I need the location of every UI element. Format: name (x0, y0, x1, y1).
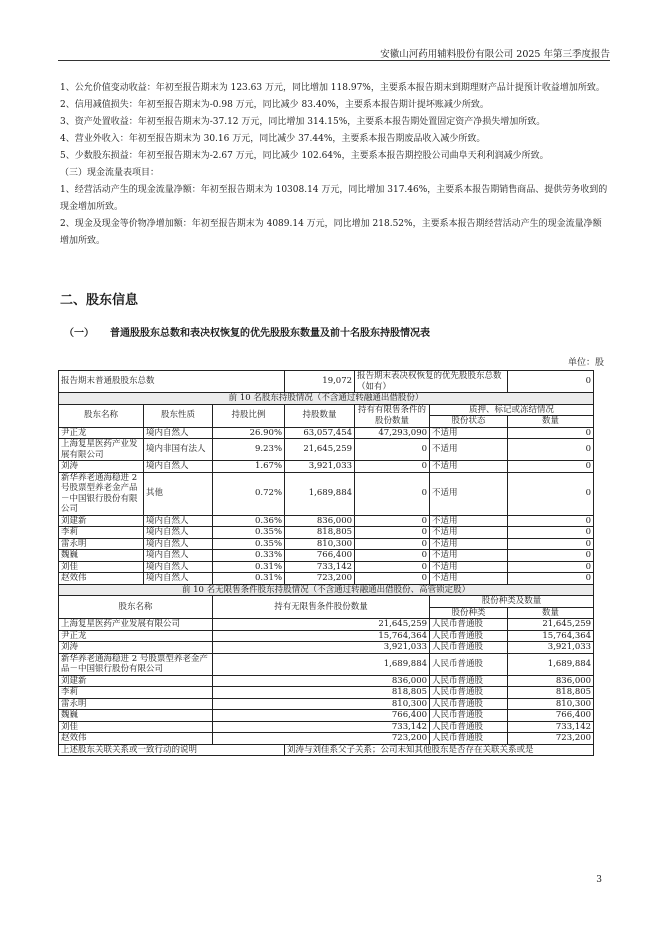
pledge-count: 0 (508, 538, 594, 550)
holding-qty: 836,000 (285, 515, 355, 527)
unrestricted-name: 新华养老通海稳进 2 号股票型养老金产品－中国银行股份有限公司 (59, 653, 213, 675)
shareholder-name: 雷永明 (59, 538, 144, 550)
relation-row (59, 744, 594, 756)
unrestricted-name: 上海复星医药产业发展有限公司 (59, 619, 213, 631)
share-kind: 人民币普通股 (430, 698, 508, 710)
top10-band: 前 10 名股东持股情况（不含通过转融通出借股份） (59, 393, 594, 405)
holding-ratio: 0.35% (213, 538, 285, 550)
restricted-qty: 0 (355, 472, 430, 515)
table-row (59, 439, 594, 461)
relation-text: 刘涛与刘佳系父子关系；公司未知其他股东是否存在关联关系或是 (285, 744, 594, 756)
share-kind: 人民币普通股 (430, 675, 508, 687)
shareholder-table (58, 370, 594, 756)
total-holders-value: 19,072 (285, 371, 355, 393)
table-row (59, 721, 594, 733)
restricted-qty: 0 (355, 527, 430, 539)
table-row (59, 687, 594, 699)
top10-header-row (59, 404, 594, 416)
pledge-count: 0 (508, 515, 594, 527)
table-row (59, 472, 594, 515)
shareholder-nature: 境内自然人 (144, 515, 213, 527)
shareholder-nature: 其他 (144, 472, 213, 515)
share-kind: 人民币普通股 (430, 721, 508, 733)
unrestricted-qty: 818,805 (213, 687, 430, 699)
share-kind: 人民币普通股 (430, 687, 508, 699)
holding-ratio: 26.90% (213, 427, 285, 439)
table-row (59, 698, 594, 710)
holding-qty: 818,805 (285, 527, 355, 539)
pledge-count: 0 (508, 427, 594, 439)
table-row (59, 642, 594, 654)
header-ratio: 持股比例 (213, 404, 285, 427)
shareholder-name: 刘涛 (59, 461, 144, 473)
u-header-group: 股份种类及数量 (430, 596, 594, 608)
paragraph-3: 3、资产处置收益：年初至报告期末为-37.12 万元，同比增加 314.15%，主要系本报告期处置固定资产净损失增加所致。 (60, 117, 546, 127)
holding-qty: 733,142 (285, 561, 355, 573)
pledge-count: 0 (508, 550, 594, 562)
unrestricted-qty: 3,921,033 (213, 642, 430, 654)
pledge-count: 0 (508, 472, 594, 515)
unrestricted-qty: 723,200 (213, 733, 430, 745)
share-count: 733,142 (508, 721, 594, 733)
paragraph-6: （三）现金流量表项目： (60, 168, 160, 178)
shareholder-name: 刘佳 (59, 561, 144, 573)
restricted-qty: 0 (355, 515, 430, 527)
pref-holders-label: 报告期末表决权恢复的优先股股东总数（如有） (355, 371, 508, 393)
shareholder-nature: 境内自然人 (144, 427, 213, 439)
header-name: 股东名称 (59, 404, 144, 427)
share-count: 15,764,364 (508, 630, 594, 642)
unrestricted-name: 刘涛 (59, 642, 213, 654)
unrestricted-name: 刘建新 (59, 675, 213, 687)
header-status: 股份状态 (430, 416, 508, 428)
share-count: 836,000 (508, 675, 594, 687)
holding-qty: 810,300 (285, 538, 355, 550)
table-row (59, 733, 594, 745)
pledge-status: 不适用 (430, 461, 508, 473)
u-header-kind: 股份种类 (430, 607, 508, 619)
unrestricted-name: 赵效伟 (59, 733, 213, 745)
shareholder-nature: 境内自然人 (144, 461, 213, 473)
unrestricted-qty: 15,764,364 (213, 630, 430, 642)
subsection-title (64, 324, 430, 339)
body-text (60, 80, 608, 250)
u-header-count: 数量 (508, 607, 594, 619)
holding-ratio: 0.36% (213, 515, 285, 527)
u-header-qty: 持有无限售条件股份数量 (213, 596, 430, 619)
holding-ratio: 0.31% (213, 573, 285, 585)
summary-row (59, 371, 594, 393)
holding-qty: 3,921,033 (285, 461, 355, 473)
header-pledge-group: 质押、标记或冻结情况 (430, 404, 594, 416)
pledge-status: 不适用 (430, 573, 508, 585)
shareholder-nature: 境内自然人 (144, 550, 213, 562)
holding-ratio: 0.72% (213, 472, 285, 515)
pref-holders-value: 0 (508, 371, 594, 393)
unrestricted-band: 前 10 名无限售条件股东持股情况（不含通过转融通出借股份、高管锁定股） (59, 584, 594, 596)
share-count: 21,645,259 (508, 619, 594, 631)
pledge-count: 0 (508, 527, 594, 539)
unrestricted-qty: 810,300 (213, 698, 430, 710)
header-count: 数量 (508, 416, 594, 428)
shareholder-nature: 境内自然人 (144, 527, 213, 539)
pledge-status: 不适用 (430, 472, 508, 515)
restricted-qty: 0 (355, 550, 430, 562)
pledge-status: 不适用 (430, 427, 508, 439)
table-row (59, 573, 594, 585)
share-count: 3,921,033 (508, 642, 594, 654)
pledge-status: 不适用 (430, 550, 508, 562)
paragraph-2: 2、信用减值损失：年初至报告期末为-0.98 万元，同比减少 83.40%，主要系本报告期计提坏账减少所致。 (60, 100, 489, 110)
table-row (59, 515, 594, 527)
table-row (59, 538, 594, 550)
shareholder-name: 赵效伟 (59, 573, 144, 585)
shareholder-name: 上海复星医药产业发展有限公司 (59, 439, 144, 461)
pledge-count: 0 (508, 573, 594, 585)
share-count: 810,300 (508, 698, 594, 710)
total-holders-label: 报告期末普通股股东总数 (59, 371, 285, 393)
holding-qty: 723,200 (285, 573, 355, 585)
page-number: 3 (596, 875, 602, 885)
pledge-status: 不适用 (430, 527, 508, 539)
unrestricted-qty: 733,142 (213, 721, 430, 733)
holding-ratio: 0.35% (213, 527, 285, 539)
share-kind: 人民币普通股 (430, 653, 508, 675)
table-row (59, 550, 594, 562)
holding-qty: 21,645,259 (285, 439, 355, 461)
table-row (59, 427, 594, 439)
top10-band-row (59, 393, 594, 405)
pledge-count: 0 (508, 461, 594, 473)
shareholder-name: 新华养老通海稳进 2 号股票型养老金产品－中国银行股份有限公司 (59, 472, 144, 515)
unrestricted-name: 雷永明 (59, 698, 213, 710)
pledge-status: 不适用 (430, 439, 508, 461)
restricted-qty: 0 (355, 561, 430, 573)
shareholder-name: 李莉 (59, 527, 144, 539)
unrestricted-band-row (59, 584, 594, 596)
table-row (59, 630, 594, 642)
shareholder-nature: 境内非国有法人 (144, 439, 213, 461)
restricted-qty: 47,293,090 (355, 427, 430, 439)
table-row (59, 675, 594, 687)
shareholder-nature: 境内自然人 (144, 573, 213, 585)
header-restricted: 持有有限售条件的股份数量 (355, 404, 430, 427)
header-qty: 持股数量 (285, 404, 355, 427)
unrestricted-name: 尹正龙 (59, 630, 213, 642)
table-row (59, 710, 594, 722)
relation-label: 上述股东关联关系或一致行动的说明 (59, 744, 285, 756)
paragraph-1: 1、公允价值变动收益：年初至报告期末为 123.63 万元，同比增加 118.97%，主要系本报告期末到期理财产品计提预计收益增加所致。 (60, 83, 605, 93)
shareholder-name: 魏巍 (59, 550, 144, 562)
page-header: 安徽山河药用辅料股份有限公司 2025 年第三季度报告 (58, 46, 610, 61)
unrestricted-header-row (59, 596, 594, 608)
restricted-qty: 0 (355, 439, 430, 461)
holding-ratio: 0.31% (213, 561, 285, 573)
holding-qty: 766,400 (285, 550, 355, 562)
table-row (59, 619, 594, 631)
share-count: 766,400 (508, 710, 594, 722)
paragraph-7: 1、经营活动产生的现金流量净额：年初至报告期末为 10308.14 万元，同比增加 317.46%，主要系本报告期销售商品、提供劳务收到的现金增加所致。 (60, 185, 608, 212)
unrestricted-qty: 21,645,259 (213, 619, 430, 631)
pledge-status: 不适用 (430, 561, 508, 573)
share-count: 723,200 (508, 733, 594, 745)
paragraph-8: 2、现金及现金等价物净增加额：年初至报告期末为 4089.14 万元，同比增加 218.52%，主要系本报告期经营活动产生的现金流量净额增加所致。 (60, 219, 602, 246)
unrestricted-qty: 1,689,884 (213, 653, 430, 675)
pledge-count: 0 (508, 439, 594, 461)
share-kind: 人民币普通股 (430, 630, 508, 642)
holding-ratio: 9.23% (213, 439, 285, 461)
paragraph-4: 4、营业外收入：年初至报告期末为 30.16 万元，同比减少 37.44%，主要系本报告期废品收入减少所致。 (60, 134, 486, 144)
holding-qty: 1,689,884 (285, 472, 355, 515)
share-count: 1,689,884 (508, 653, 594, 675)
unrestricted-qty: 836,000 (213, 675, 430, 687)
shareholder-name: 刘建新 (59, 515, 144, 527)
holding-ratio: 0.33% (213, 550, 285, 562)
section-title: 二、股东信息 (60, 293, 139, 308)
pledge-count: 0 (508, 561, 594, 573)
restricted-qty: 0 (355, 573, 430, 585)
holding-ratio: 1.67% (213, 461, 285, 473)
pledge-status: 不适用 (430, 538, 508, 550)
pledge-status: 不适用 (430, 515, 508, 527)
u-header-name: 股东名称 (59, 596, 213, 619)
share-kind: 人民币普通股 (430, 733, 508, 745)
subsection-number: （一） (64, 328, 94, 339)
unrestricted-qty: 766,400 (213, 710, 430, 722)
paragraph-5: 5、少数股东损益：年初至报告期末为-2.67 万元，同比减少 102.64%，主要系本报告期控股公司曲阜天利利润减少所致。 (60, 151, 549, 161)
table-row (59, 653, 594, 675)
header-nature: 股东性质 (144, 404, 213, 427)
share-kind: 人民币普通股 (430, 619, 508, 631)
restricted-qty: 0 (355, 461, 430, 473)
holding-qty: 63,057,454 (285, 427, 355, 439)
shareholder-name: 尹正龙 (59, 427, 144, 439)
share-count: 818,805 (508, 687, 594, 699)
unrestricted-name: 刘佳 (59, 721, 213, 733)
table-row (59, 527, 594, 539)
unit-label: 单位：股 (567, 358, 604, 368)
table-row (59, 461, 594, 473)
unrestricted-name: 魏巍 (59, 710, 213, 722)
share-kind: 人民币普通股 (430, 710, 508, 722)
unrestricted-name: 李莉 (59, 687, 213, 699)
restricted-qty: 0 (355, 538, 430, 550)
shareholder-nature: 境内自然人 (144, 561, 213, 573)
shareholder-nature: 境内自然人 (144, 538, 213, 550)
table-row (59, 561, 594, 573)
share-kind: 人民币普通股 (430, 642, 508, 654)
subsection-text: 普通股股东总数和表决权恢复的优先股股东数量及前十名股东持股情况表 (110, 328, 430, 339)
